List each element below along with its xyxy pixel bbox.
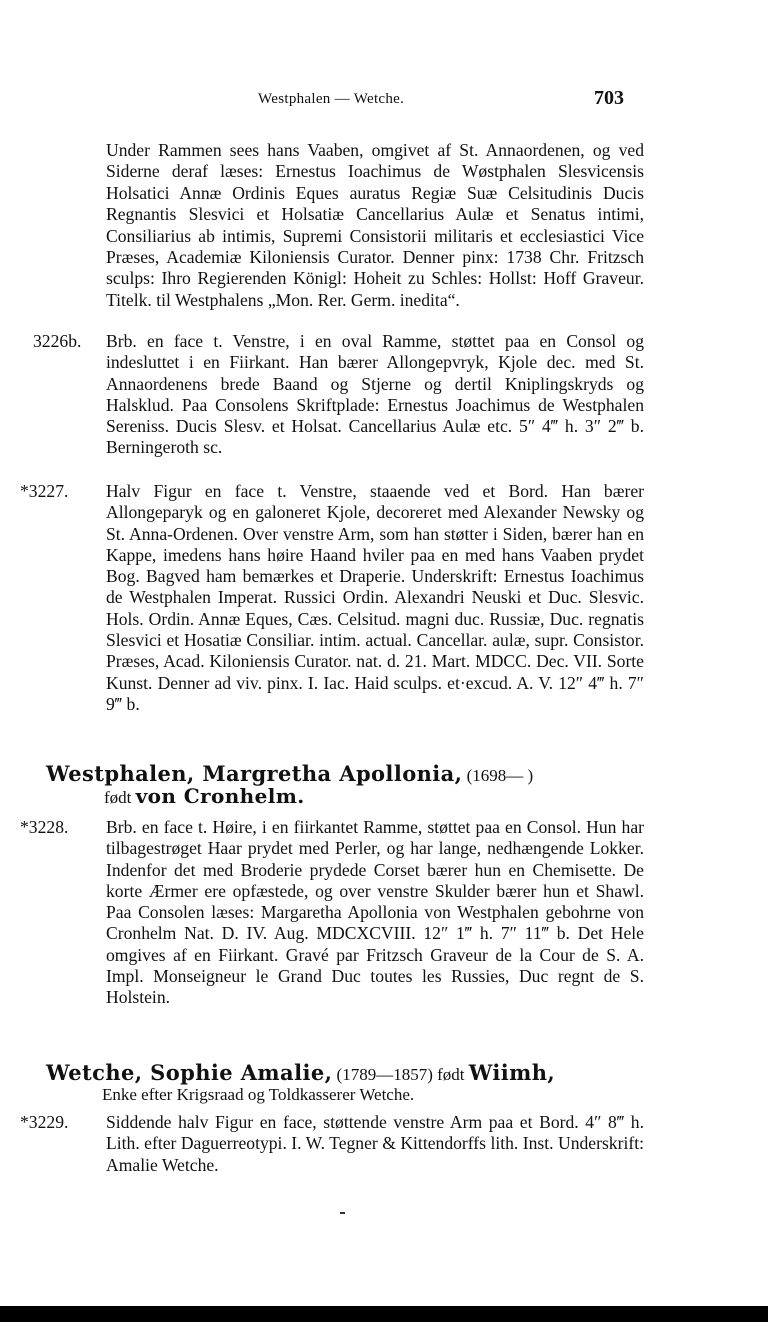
born-name: Wiimh,	[468, 1060, 556, 1085]
catalog-entry-3226b	[20, 331, 644, 459]
heading-name: Westphalen, Margretha Apollonia,	[46, 761, 463, 786]
intro-paragraph: Under Rammen sees hans Vaaben, omgivet af St. Annaordenen, og ved Siderne deraf læses: Ernestus Ioachimus de Wøstphalen Slesvicensis Holsatici Annæ Ordinis Eques auratus Regiæ Suæ Celsitudinis Ducis Regnantis Slesvici et Holsatiæ Cancellarius Aulæ et Senatus intimi, Consiliarius ab intimis, Supremi Consistorii militaris et ecclesiastici Vice Præses, Academiæ Kiloniensis Curator. Denner pinx: 1738 Chr. Fritzsch sculps: Ihro Regierenden Königl: Hoheit zu Schles: Hollst: Hoff Graveur. Titelk. til Westphalens „Mon. Rer. Germ. inedita“.	[106, 140, 644, 310]
catalog-entry-3227	[20, 481, 644, 715]
heading-dates: (1789—1857) født	[336, 1065, 465, 1084]
entry-text: Halv Figur en face t. Venstre, staaende ved et Bord. Han bærer Allongeparyk og en galoneret Kjole, decoreret med Alexander Newsky og St. Anna-Ordenen. Over venstre Arm, som han støtter i Siden, bærer han en Kappe, imedens hans høire Haand hviler paa en med hans Vaaben prydet Bog. Bagved ham bemærkes et Draperie. Underskrift: Ernestus Ioachimus de Westphalen Imperat. Russici Ordin. Alexandri Neuski et Duc. Slesvic. Hols. Ordin. Annæ Eques, Cæs. Celsitud. magni duc. Russiæ, Duc. regnatis Slesvici et Hosatiæ Consiliar. intim. actual. Cancellar. aulæ, supr. Consistor. Præses, Acad. Kiloniensis Curator. nat. d. 21. Mart. MDCC. Dec. VII. Sorte Kunst. Denner ad viv. pinx. I. Iac. Haid sculps. et·excud. A. V. 12″ 4‴ h. 7″ 9‴ b.	[106, 481, 644, 714]
entry-text: Siddende halv Figur en face, støttende venstre Arm paa et Bord. 4″ 8‴ h. Lith. efter Daguerreotypi. I. W. Tegner & Kittendorffs lith. Inst. Underskrift: Amalie Wetche.	[106, 1112, 644, 1175]
entry-number: *3227.	[20, 481, 69, 501]
entry-number: 3226b.	[33, 331, 82, 351]
entry-text: Brb. en face t. Venstre, i en oval Ramme, støttet paa en Consol og indesluttet i en Fiirkant. Han bærer Allongepvryk, Kjole dec. med St. Annaordenens brede Baand og Stjerne og dertil Kniplingskryds og Halsklud. Paa Consolens Skriftplade: Ernestus Joachimus de Westphalen Sereniss. Ducis Slesv. et Holsat. Cancellarius Aulæ etc. 5″ 4‴ h. 3″ 2‴ b. Berningeroth sc.	[106, 331, 644, 458]
page-number: 703	[594, 87, 624, 109]
entry-number: *3229.	[20, 1112, 69, 1132]
heading-subtitle: Enke efter Krigsraad og Toldkasserer Wetche.	[102, 1085, 415, 1104]
catalog-entry-3229	[20, 1112, 644, 1176]
page-header	[0, 87, 768, 113]
section-heading-westphalen	[46, 761, 646, 808]
born-name: von Cronhelm.	[135, 784, 305, 808]
section-heading-wetche	[46, 1060, 646, 1105]
entry-number: *3228.	[20, 817, 69, 837]
scan-border	[0, 1306, 768, 1322]
born-label: født	[104, 788, 132, 807]
heading-name: Wetche, Sophie Amalie,	[46, 1060, 333, 1085]
running-title: Westphalen — Wetche.	[258, 91, 405, 107]
catalog-entry-3228	[20, 817, 644, 1009]
heading-dates: (1698— )	[466, 766, 534, 785]
stray-mark	[340, 1212, 345, 1214]
entry-text: Brb. en face t. Høire, i en fiirkantet Ramme, støttet paa en Consol. Hun har tilbagestrøget Haar prydet med Perler, og har lange, nedhængende Lokker. Indenfor det med Broderie prydede Corset bærer hun en Chemisette. De korte Ærmer ere opfæstede, og over venstre Skulder bærer hun et Shawl. Paa Consolen læses: Margaretha Apollonia von Westphalen gebohrne von Cronhelm Nat. D. IV. Aug. MDCXCVIII. 12″ 1‴ h. 7″ 11‴ b. Det Hele omgives af en Fiirkant. Gravé par Fritzsch Graveur de la Cour de S. A. Impl. Monseigneur le Grand Duc toutes les Russies, Duc regnt de S. Holstein.	[106, 817, 644, 1008]
